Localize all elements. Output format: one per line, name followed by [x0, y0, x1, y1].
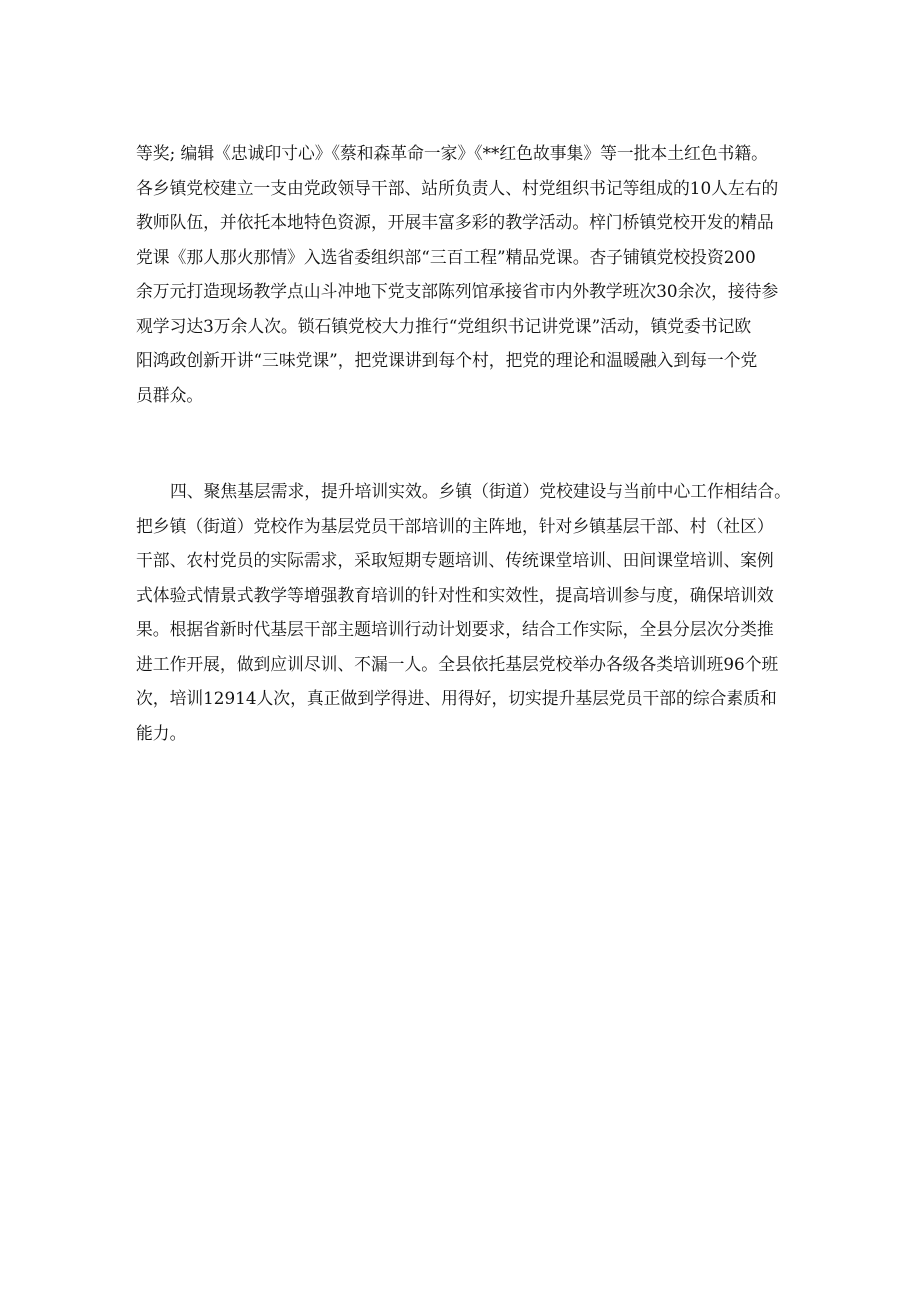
- text-line: 能力。: [136, 722, 187, 743]
- paragraph-section-four-training: [136, 474, 796, 750]
- text-line: 式体验式情景式教学等增强教育培训的针对性和实效性，提高培训参与度，确保培训效: [136, 584, 774, 605]
- text-line: 等奖; 编辑《忠诚印寸心》《蔡和森革命一家》《**红色故事集》等一批本土红色书籍。: [136, 143, 768, 163]
- text-line: 干部、农村党员的实际需求，采取短期专题培训、传统课堂培训、田间课堂培训、案例: [136, 550, 774, 570]
- paragraph-party-school-teachers: [136, 136, 796, 412]
- text-line: 观学习达3万余人次。锁石镇党校大力推行“党组织书记讲党课”活动，镇党委书记欧: [136, 315, 752, 336]
- text-line: 各乡镇党校建立一支由党政领导干部、站所负责人、村党组织书记等组成的10人左右的: [136, 177, 779, 198]
- text-line: 余万元打造现场教学点山斗冲地下党支部陈列馆承接省市内外教学班次30余次，接待参: [136, 281, 779, 301]
- text-line: 次，培训12914人次，真正做到学得进、用得好，切实提升基层党员干部的综合素质和: [136, 688, 777, 708]
- text-line: 党课《那人那火那情》入选省委组织部“三百工程”精品党课。杏子铺镇党校投资200: [136, 246, 756, 267]
- text-line: 阳鸿政创新开讲“三味党课”，把党课讲到每个村，把党的理论和温暖融入到每一个党: [136, 350, 758, 370]
- text-line: 员群众。: [136, 384, 204, 405]
- section-heading-line: 四、聚焦基层需求，提升培训实效。乡镇（街道）党校建设与当前中心工作相结合。: [170, 481, 791, 501]
- text-line: 进工作开展，做到应训尽训、不漏一人。全县依托基层党校举办各级各类培训班96个班: [136, 653, 779, 674]
- text-line: 把乡镇（街道）党校作为基层党员干部培训的主阵地，针对乡镇基层干部、村（社区）: [136, 515, 774, 536]
- text-line: 教师队伍，并依托本地特色资源，开展丰富多彩的教学活动。梓门桥镇党校开发的精品: [136, 212, 774, 232]
- text-line: 果。根据省新时代基层干部主题培训行动计划要求，结合工作实际，全县分层次分类推: [136, 619, 774, 639]
